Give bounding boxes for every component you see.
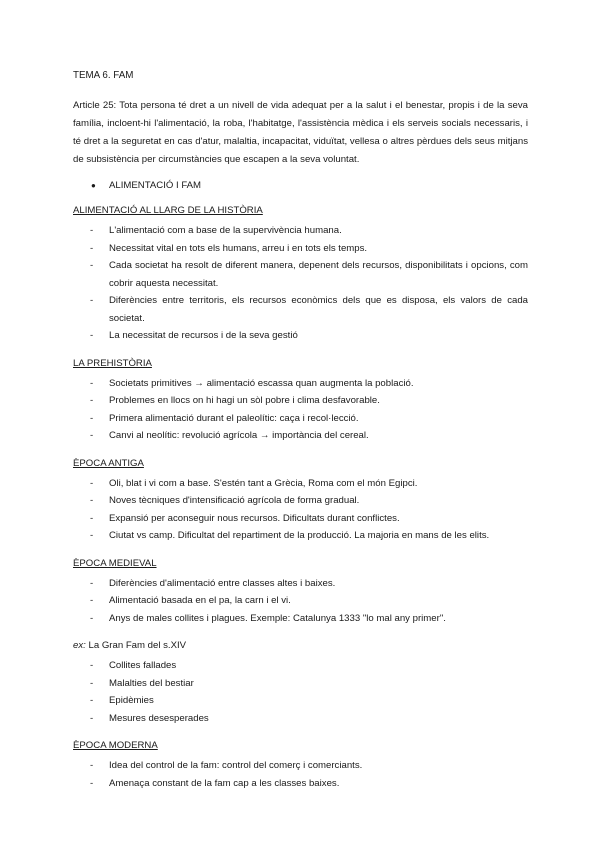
list-item: - Diferències entre territoris, els recursos econòmics dels que es disposa, els valors de cada societat. bbox=[73, 292, 528, 327]
list-item: - Mesures desesperades bbox=[73, 710, 528, 728]
list-item: - Cada societat ha resolt de diferent manera, depenent dels recursos, disponibilitats i opcions, com cobrir aquesta necessitat. bbox=[73, 257, 528, 292]
dash-icon: - bbox=[90, 760, 94, 771]
list-item: - Epidèmies bbox=[73, 692, 528, 710]
list-item: - L'alimentació com a base de la supervivència humana. bbox=[73, 222, 528, 240]
list-item: - Alimentació basada en el pa, la carn i el vi. bbox=[73, 592, 528, 610]
dash-icon: - bbox=[90, 430, 94, 441]
dash-icon: - bbox=[90, 660, 94, 671]
dash-icon: - bbox=[90, 295, 94, 306]
list-item: - Expansió per aconseguir nous recursos. Dificultats durant conflictes. bbox=[73, 510, 528, 528]
dash-icon: - bbox=[90, 242, 94, 254]
bullet-dot-icon: ● bbox=[91, 181, 96, 190]
example-text: La Gran Fam del s.XIV bbox=[88, 640, 187, 651]
dash-icon: - bbox=[90, 412, 94, 424]
list-item: - Collites fallades bbox=[73, 657, 528, 675]
article-25-paragraph: Article 25: Tota persona té dret a un nivell de vida adequat per a la salut i el benestar, propis i de la seva família, incloent-hi l'alimentació, la roba, l'habitatge, l'assistència mèdica i els serveis socials necessaris, i té dret a la seguretat en cas d'atur, malaltia, incapacitat, viduïtat, vellesa o altres pèrdues dels seus mitjans de subsistència per circumstàncies que escapen a la seva voluntat. bbox=[73, 100, 528, 165]
dash-icon: - bbox=[90, 260, 94, 271]
list-item: - Primera alimentació durant el paleolític: caça i recol·lecció. bbox=[73, 410, 528, 428]
dash-icon: - bbox=[90, 495, 94, 506]
example-label: ex: bbox=[73, 640, 86, 651]
list-item: - Oli, blat i vi com a base. S'estén tant a Grècia, Roma com el món Egipci. bbox=[73, 475, 528, 493]
list-item: - Malalties del bestiar bbox=[73, 675, 528, 693]
dash-icon: - bbox=[90, 577, 94, 589]
document-title: TEMA 6. FAM bbox=[73, 70, 134, 81]
main-bullet bbox=[91, 180, 528, 192]
section-list-prehistory bbox=[73, 375, 528, 445]
list-item: - Ciutat vs camp. Dificultat del repartiment de la producció. La majoria en mans de les elits. bbox=[73, 527, 528, 545]
dash-icon: - bbox=[90, 712, 94, 724]
dash-icon: - bbox=[90, 225, 94, 236]
section-heading-ancient: ÈPOCA ANTIGA bbox=[73, 457, 144, 469]
example-heading bbox=[73, 640, 528, 652]
list-item: - Amenaça constant de la fam cap a les classes baixes. bbox=[73, 775, 528, 793]
section-list-history bbox=[73, 222, 528, 345]
dash-icon: - bbox=[90, 477, 94, 489]
document-page bbox=[73, 70, 528, 805]
dash-icon: - bbox=[90, 395, 94, 406]
section-list-modern bbox=[73, 757, 528, 792]
section-heading-medieval: ÈPOCA MEDIEVAL bbox=[73, 557, 157, 569]
list-item: - Problemes en llocs on hi hagi un sòl pobre i clima desfavorable. bbox=[73, 392, 528, 410]
dash-icon: - bbox=[90, 330, 94, 341]
dash-icon: - bbox=[90, 612, 94, 624]
list-item: - Idea del control de la fam: control del comerç i comerciants. bbox=[73, 757, 528, 775]
list-item: - Canvi al neolític: revolució agrícola → importància del cereal. bbox=[73, 427, 528, 445]
dash-icon: - bbox=[90, 512, 94, 524]
list-item: - Diferències d'alimentació entre classes altes i baixes. bbox=[73, 575, 528, 593]
list-item: - Necessitat vital en tots els humans, arreu i en tots els temps. bbox=[73, 240, 528, 258]
section-list-ancient bbox=[73, 475, 528, 545]
section-heading-history: ALIMENTACIÓ AL LLARG DE LA HISTÒRIA bbox=[73, 205, 263, 216]
dash-icon: - bbox=[90, 677, 94, 689]
section-heading-prehistory: LA PREHISTÒRIA bbox=[73, 357, 152, 369]
dash-icon: - bbox=[90, 695, 94, 706]
main-bullet-label: ALIMENTACIÓ I FAM bbox=[109, 180, 202, 191]
dash-icon: - bbox=[90, 377, 94, 389]
list-item: - Societats primitives → alimentació escassa quan augmenta la població. bbox=[73, 375, 528, 393]
dash-icon: - bbox=[90, 530, 94, 541]
example-list bbox=[73, 657, 528, 727]
dash-icon: - bbox=[90, 595, 94, 606]
list-item: - La necessitat de recursos i de la seva gestió bbox=[73, 327, 528, 345]
dash-icon: - bbox=[90, 777, 94, 789]
section-list-medieval bbox=[73, 575, 528, 628]
list-item: - Noves tècniques d'intensificació agrícola de forma gradual. bbox=[73, 492, 528, 510]
list-item: - Anys de males collites i plagues. Exemple: Catalunya 1333 "lo mal any primer". bbox=[73, 610, 528, 628]
section-heading-modern: ÈPOCA MODERNA bbox=[73, 740, 158, 751]
